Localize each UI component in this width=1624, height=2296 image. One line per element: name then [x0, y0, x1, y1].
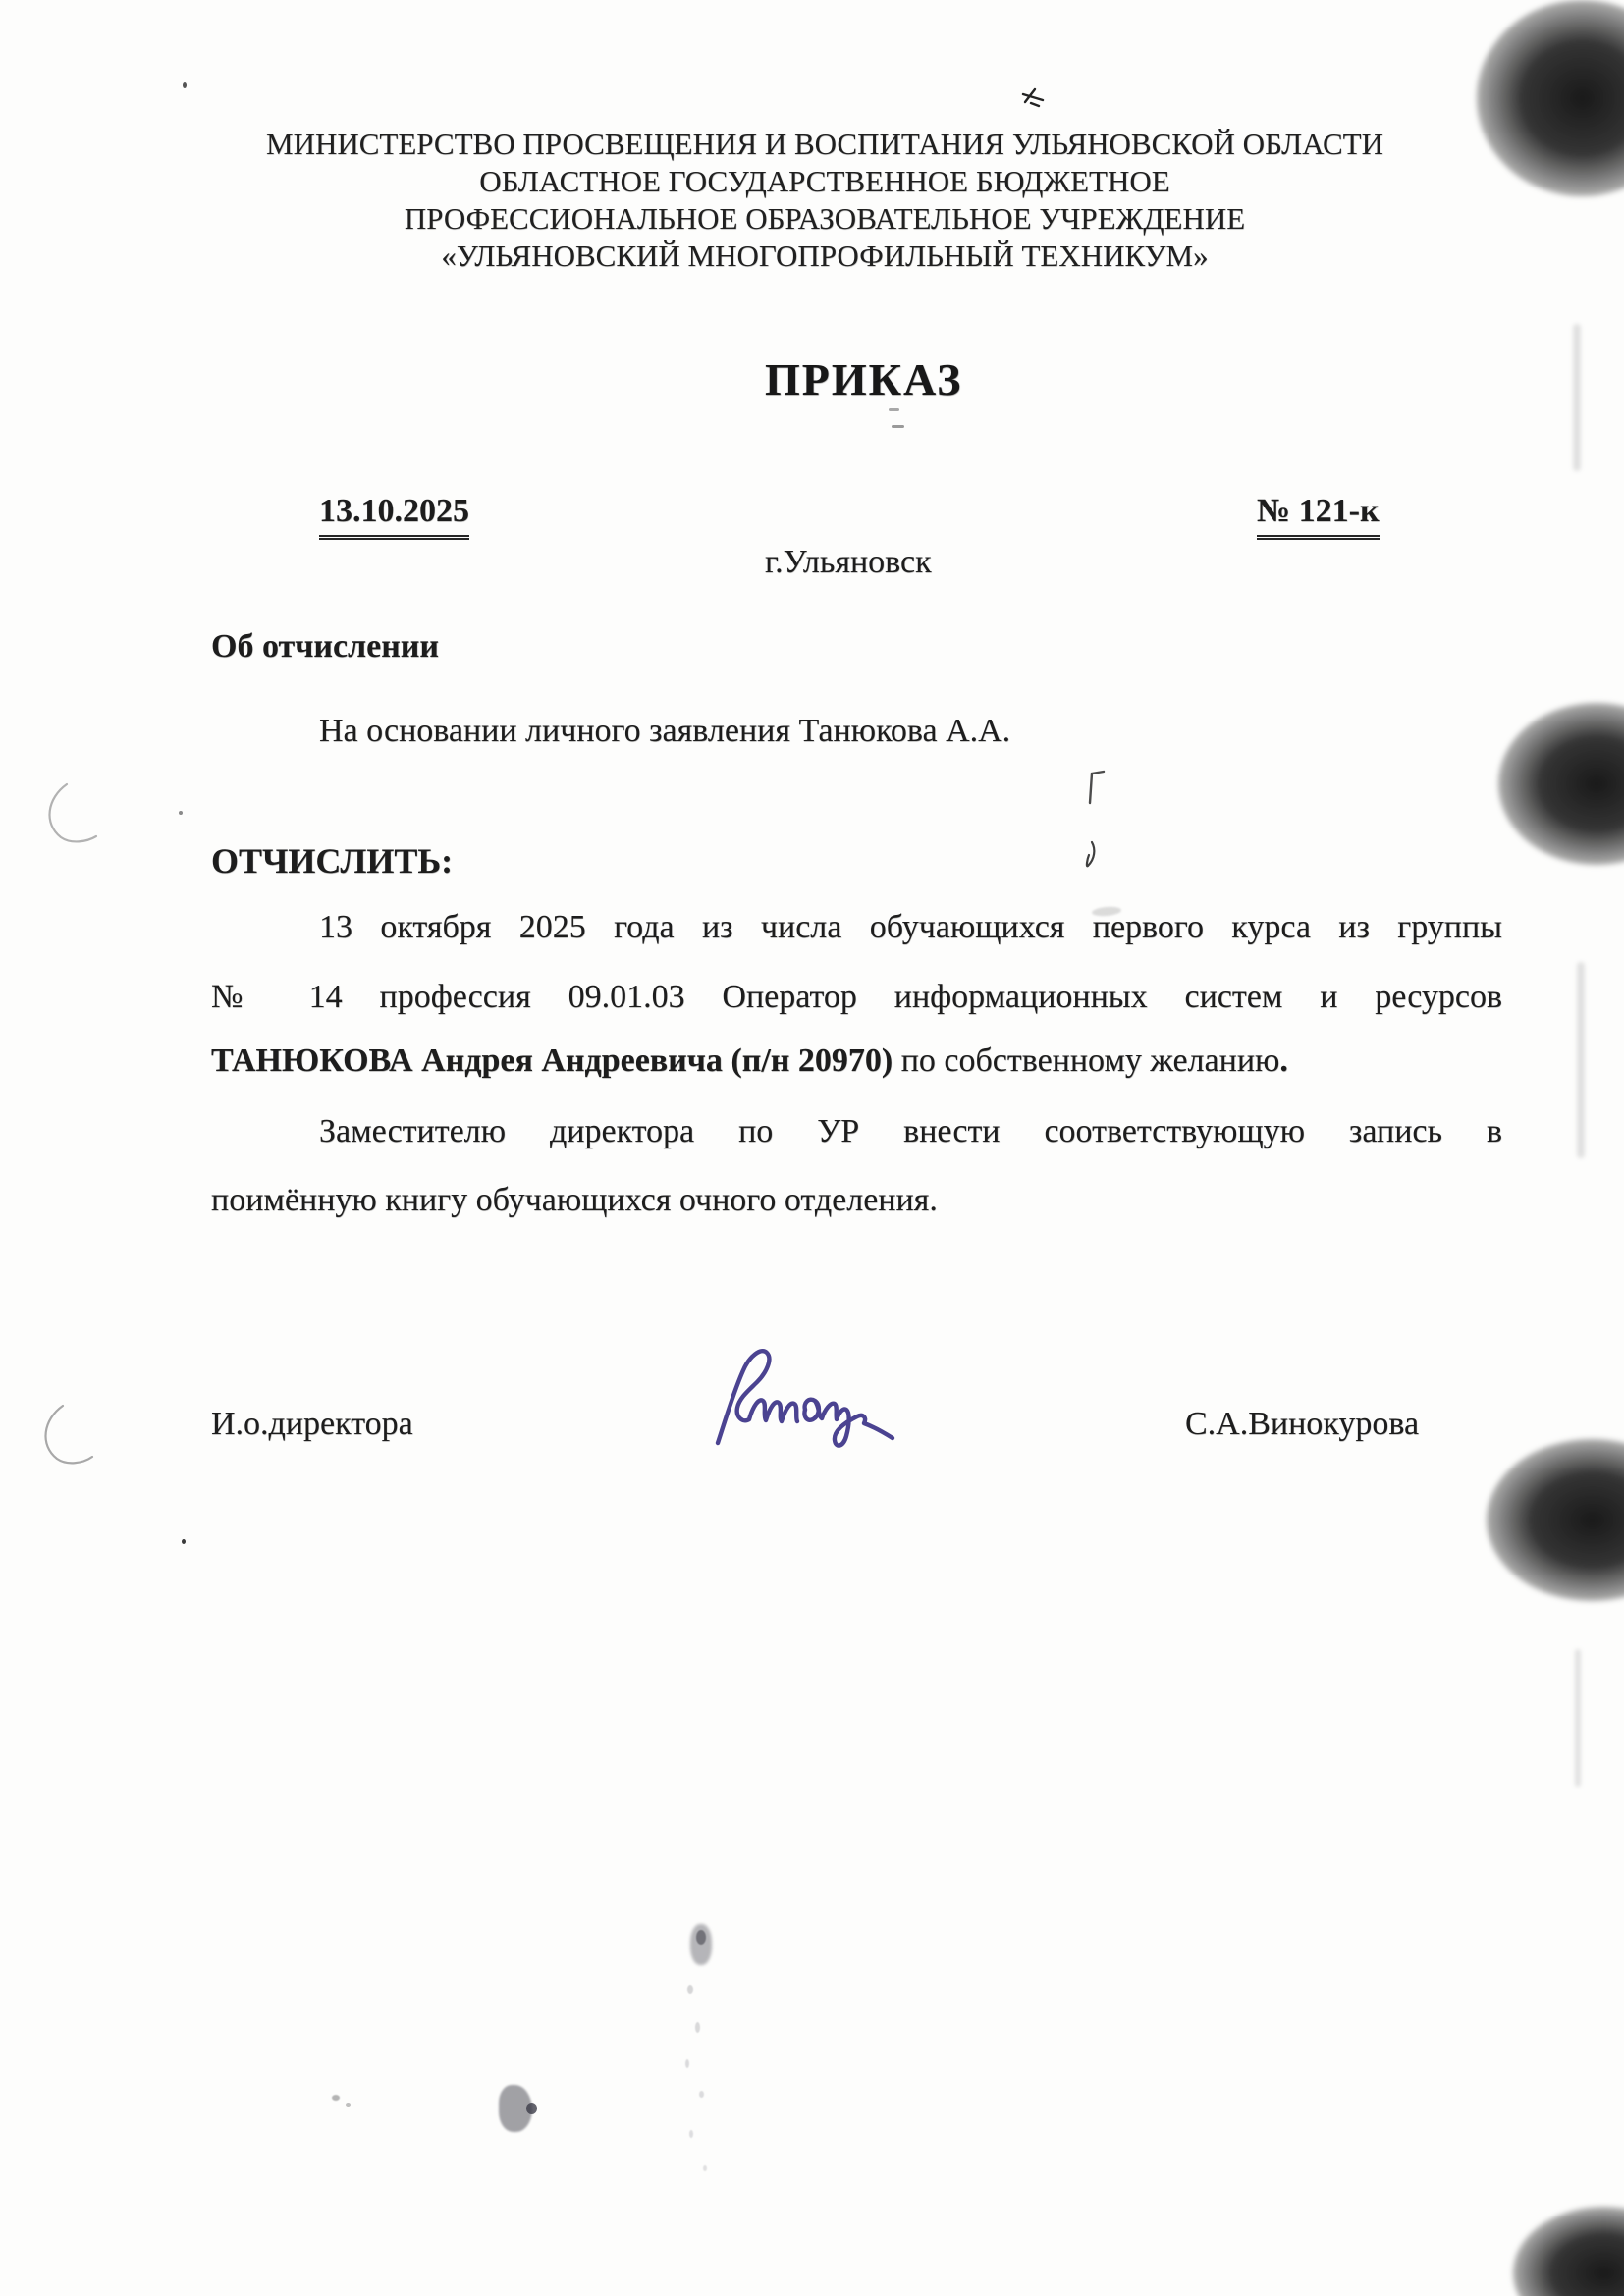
- scan-trail-speck-4: [699, 2091, 704, 2098]
- org-line-name: «УЛЬЯНОВСКИЙ МНОГОПРОФИЛЬНЫЙ ТЕХНИКУМ»: [441, 239, 1209, 273]
- scan-streak-2: [1577, 962, 1585, 1158]
- scan-smudge-trail-core: [696, 1930, 706, 1945]
- student-name-bold: ТАНЮКОВА Андрея Андреевича (п/н 20970): [211, 1042, 893, 1079]
- scan-blob-mid-right: [1498, 703, 1624, 865]
- basis-paragraph: На основании личного заявления Танюкова А.А.: [319, 713, 1011, 749]
- body-line-5: поимённую книгу обучающихся очного отделения.: [211, 1182, 938, 1218]
- scan-blob-bottom-right: [1513, 2207, 1624, 2296]
- scan-comma-mark: [1084, 840, 1098, 870]
- body-line-4: Заместителю директора по УР внести соответствующую запись в: [319, 1113, 1502, 1149]
- subject-line: Об отчислении: [211, 628, 439, 665]
- scan-dot-2: [182, 1539, 186, 1544]
- scan-blob-lower-right: [1487, 1439, 1624, 1601]
- scan-streak-3: [1575, 1649, 1581, 1787]
- dismissal-reason: по собственному желанию: [893, 1042, 1280, 1079]
- signer-name: С.А.Винокурова: [1185, 1406, 1420, 1442]
- scan-arc-mark-1: [39, 780, 108, 849]
- scan-arc-mark-2: [37, 1402, 102, 1470]
- city-line: г.Ульяновск: [765, 544, 932, 580]
- document-title: ПРИКАЗ: [765, 354, 963, 404]
- scan-trail-speck-5: [689, 2130, 693, 2138]
- organization-header: [98, 126, 1551, 275]
- org-line-type-2: ПРОФЕССИОНАЛЬНОЕ ОБРАЗОВАТЕЛЬНОЕ УЧРЕЖДЕНИЕ: [404, 201, 1246, 236]
- scan-dot-4: [346, 2103, 351, 2107]
- body-line-3: [211, 1039, 1288, 1084]
- scan-trail-speck-2: [695, 2022, 700, 2033]
- scan-trail-speck-1: [687, 1985, 693, 1994]
- scan-trail-speck-6: [703, 2165, 707, 2171]
- scan-gray-blob-core: [526, 2103, 537, 2114]
- scan-dot-top-left: [183, 82, 187, 88]
- org-line-ministry: МИНИСТЕРСТВО ПРОСВЕЩЕНИЯ И ВОСПИТАНИЯ УЛЬЯНОВСКОЙ ОБЛАСТИ: [266, 127, 1383, 161]
- scan-dot-1: [179, 811, 183, 815]
- order-date: 13.10.2025: [319, 489, 469, 540]
- handwritten-signature: [710, 1341, 906, 1459]
- body-line-2: № 14 профессия 09.01.03 Оператор информационных систем и ресурсов: [211, 979, 1502, 1015]
- body-line-1: 13 октября 2025 года из числа обучающихся первого курса из группы: [319, 909, 1502, 945]
- scan-dot-3: [332, 2095, 340, 2101]
- directive-heading: ОТЧИСЛИТЬ:: [211, 841, 454, 881]
- signer-position: И.о.директора: [211, 1406, 413, 1442]
- scan-streak-1: [1573, 324, 1581, 471]
- scan-dash-2: [892, 425, 904, 428]
- scan-bracket-mark: [1086, 770, 1106, 805]
- org-line-type-1: ОБЛАСТНОЕ ГОСУДАРСТВЕННОЕ БЮДЖЕТНОЕ: [479, 164, 1170, 198]
- scan-dash-1: [889, 408, 899, 411]
- order-number: № 121-к: [1257, 489, 1380, 540]
- sentence-period: .: [1279, 1042, 1288, 1079]
- scan-trail-speck-3: [685, 2059, 689, 2068]
- scan-speck-top-center: [1021, 84, 1047, 108]
